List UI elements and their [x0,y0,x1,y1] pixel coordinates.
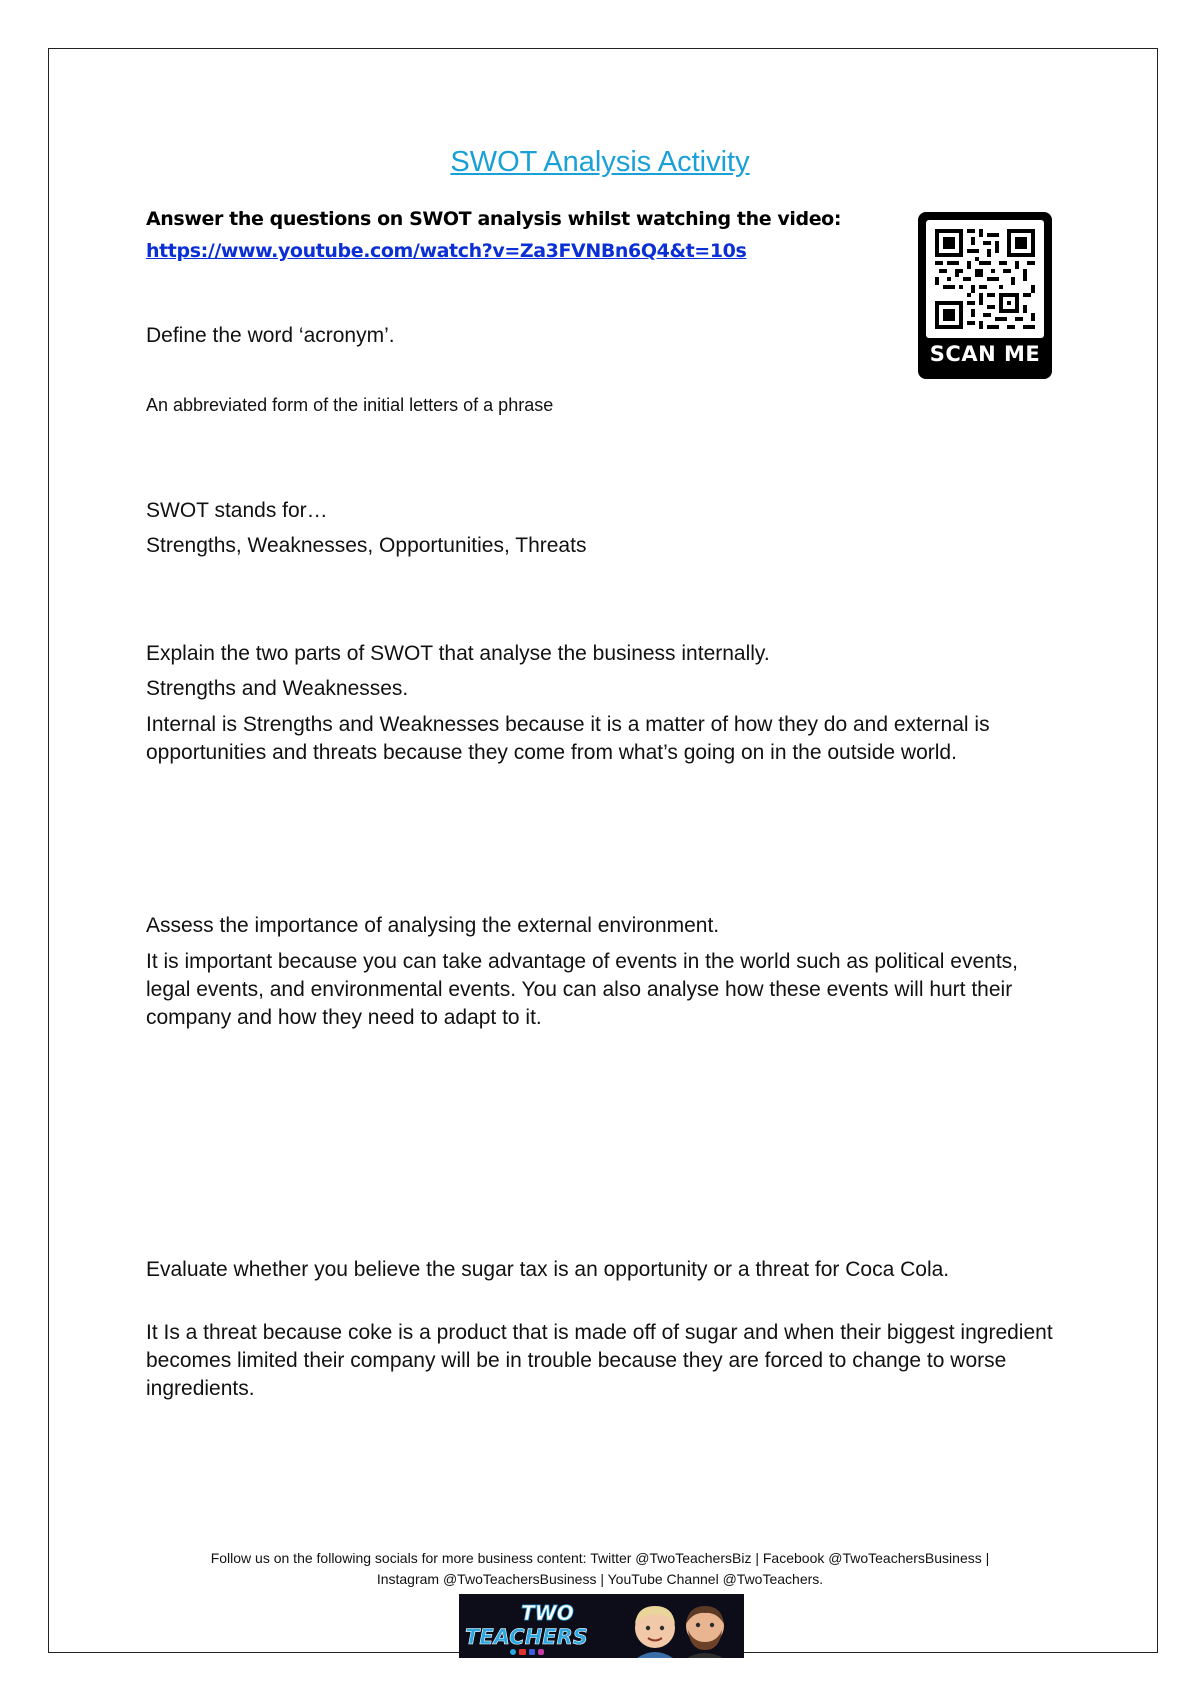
twitter-icon [510,1649,516,1655]
teacher-avatar-2-icon [686,1606,724,1658]
youtube-icon [519,1649,526,1655]
question-5-prompt: Evaluate whether you believe the sugar tax is an opportunity or a threat for Coca Cola. [146,1258,950,1281]
question-3-answer: Strengths and Weaknesses. [146,677,409,700]
footer-line-2: Instagram @TwoTeachersBusiness | YouTube Channel @TwoTeachers. [376,1571,824,1587]
logo-word-2: TEACHERS [465,1625,588,1649]
video-link[interactable]: https://www.youtube.com/watch?v=Za3FVNBn6Q4&t=10s [146,240,747,262]
question-2-prompt: SWOT stands for… [146,499,328,522]
qr-pattern-icon [935,229,1035,329]
two-teachers-logo [459,1594,744,1658]
question-2-answer: Strengths, Weaknesses, Opportunities, Threats [146,534,587,557]
question-4-answer: It is important because you can take advantage of events in the world such as political events, legal events, and environmental events. You can also analyse how these events will hurt their company and how they need to adapt to it. [146,950,1019,1029]
footer-socials [130,1548,1070,1590]
footer-line-1: Follow us on the following socials for more business content: Twitter @TwoTeachersBiz | Facebook @TwoTeachersBusiness | [210,1550,990,1566]
qr-caption: SCAN ME [929,342,1041,366]
instagram-icon [538,1649,544,1655]
question-3-answer-detail: Internal is Strengths and Weaknesses because it is a matter of how they do and external is opportunities and threats because they come from what’s going on in the outside world. [146,713,990,764]
question-3-prompt: Explain the two parts of SWOT that analyse the business internally. [146,642,770,665]
page-title: SWOT Analysis Activity [450,146,750,178]
qr-code[interactable] [918,212,1052,379]
logo-artwork-icon [459,1594,744,1658]
facebook-icon [529,1649,535,1655]
question-1-answer: An abbreviated form of the initial letters of a phrase [146,395,554,415]
instruction-text: Answer the questions on SWOT analysis whilst watching the video: [146,208,842,230]
question-4-prompt: Assess the importance of analysing the external environment. [146,914,720,937]
qr-code-matrix [926,220,1044,338]
question-5-answer: It Is a threat because coke is a product that is made off of sugar and when their biggest ingredient becomes limited their company will be in trouble because they are forced to change to worse ingredients. [146,1321,1053,1400]
question-1-prompt: Define the word ‘acronym’. [146,324,395,347]
logo-word-1: TWO [521,1601,574,1625]
teacher-avatar-1-icon [635,1606,675,1658]
